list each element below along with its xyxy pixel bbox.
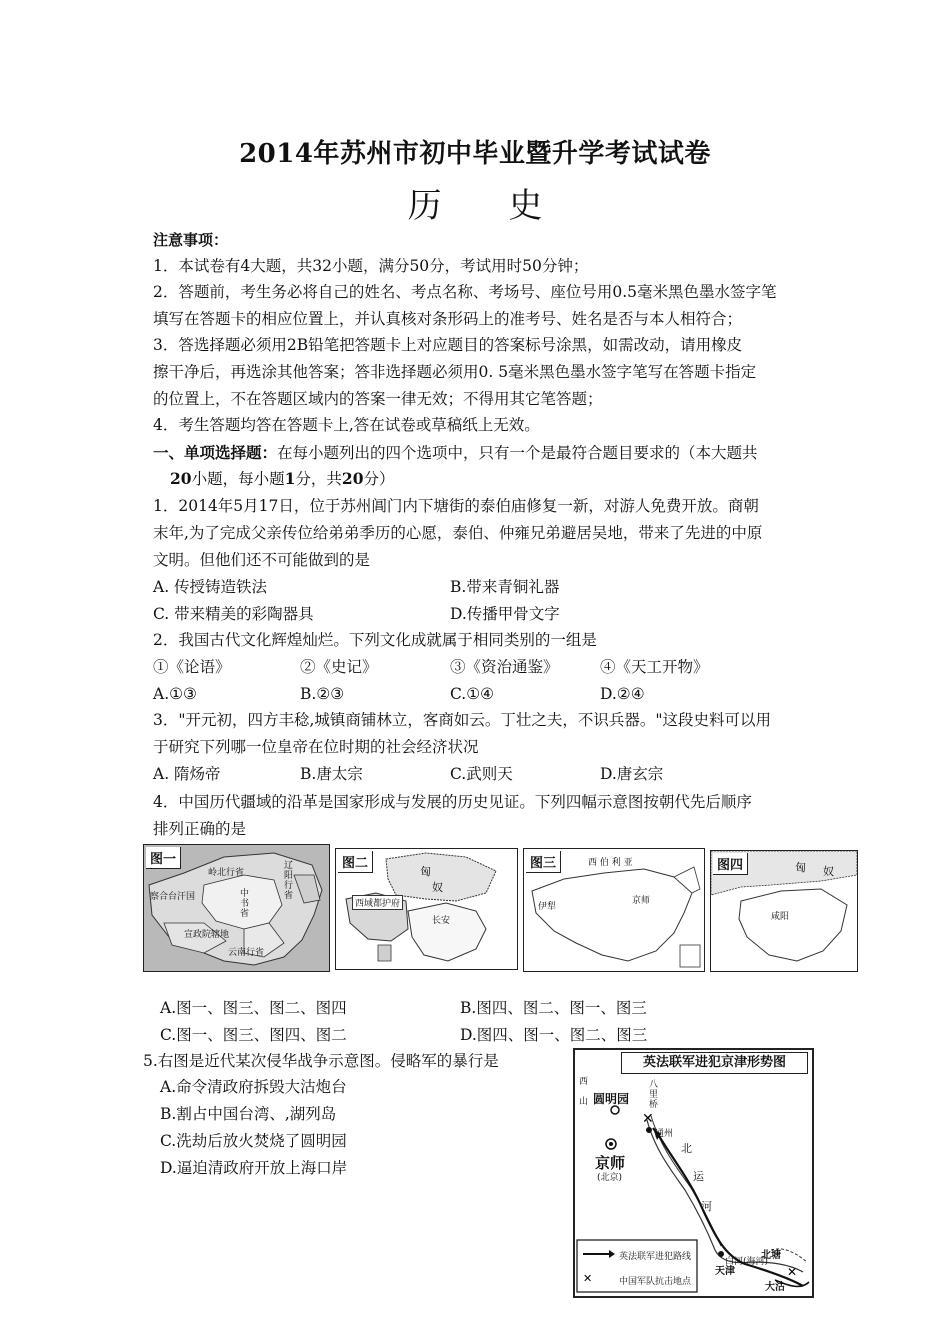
map-place-label: 辽阳行省 xyxy=(284,861,294,901)
section1-intro-2 xyxy=(170,469,395,489)
q4-option-b: B.图四、图二、图一、图三 xyxy=(460,999,647,1017)
q4-option-d: D.图四、图一、图二、图三 xyxy=(460,1026,648,1044)
war-map-place: 西 xyxy=(579,1077,589,1087)
svg-text:✕: ✕ xyxy=(787,1265,798,1279)
q5-option-a: A.命令清政府拆毁大沽炮台 xyxy=(160,1078,347,1096)
map-fig1 xyxy=(143,844,330,972)
war-map-place-baliqiao: 八里桥 xyxy=(649,1080,659,1110)
war-map-legend-battle: 中国军队抗击地点 xyxy=(619,1277,692,1287)
map-fig3 xyxy=(523,848,705,972)
exam-subject: 历 史 xyxy=(407,186,571,226)
war-map-place-tianjin: 天津 xyxy=(715,1266,735,1277)
point-per-question: 1 xyxy=(284,469,296,488)
section1-intro-text: 在每小题列出的四个选项中，只有一个是最符合题目要求的（本大题共 xyxy=(277,444,758,462)
map-fig2-label: 图二 xyxy=(338,851,373,873)
q1-option-d: D.传播甲骨文字 xyxy=(450,605,560,623)
q3-option-d: D.唐玄宗 xyxy=(600,765,664,783)
map-place-label: 伊犁 xyxy=(538,902,557,912)
map-place-label: 京师 xyxy=(632,896,651,906)
map-fig2 xyxy=(335,848,518,970)
q4-stem: 排列正确的是 xyxy=(153,820,247,838)
map-place-label: 岭北行省 xyxy=(208,868,245,878)
notes-line: 1．本试卷有4大题，共32小题，满分50分，考试用时50分钟； xyxy=(153,257,589,275)
notes-line: 3．答选择题必须用2B铅笔把答题卡上对应题目的答案标号涂黑，如需改动，请用橡皮 xyxy=(153,336,743,354)
war-map-legend-route: 英法联军进犯路线 xyxy=(619,1252,692,1262)
map-place-label: 察合台汗国 xyxy=(150,892,196,902)
q4-stem: 4．中国历代疆域的沿革是国家形成与发展的历史见证。下列四幅示意图按朝代先后顺序 xyxy=(153,793,752,811)
q4-option-c: C.图一、图三、图四、图二 xyxy=(160,1026,347,1044)
map-place-label: 匈 xyxy=(420,865,431,878)
map-fig4-label: 图四 xyxy=(713,853,748,875)
war-map-place: 北 xyxy=(681,1142,692,1155)
q1-stem: 末年,为了完成父亲传位给弟弟季历的心愿，泰伯、仲雍兄弟避居吴地，带来了先进的中原 xyxy=(153,524,763,542)
exam-title: 2014年苏州市初中毕业暨升学考试试卷 xyxy=(239,139,711,169)
q1-option-c: C. 带来精美的彩陶器具 xyxy=(153,605,314,623)
q5-option-b: B.割占中国台湾、,湖列岛 xyxy=(160,1105,337,1123)
notes-heading: 注意事项： xyxy=(153,231,229,249)
map-place-label: 云南行省 xyxy=(228,948,265,958)
war-map-place-beitang: 北塘 xyxy=(761,1250,781,1261)
q2-option-b: B.②③ xyxy=(300,685,345,703)
map-place-label: 中书省 xyxy=(240,889,250,919)
q3-stem: 于研究下列哪一位皇帝在位时期的社会经济状况 xyxy=(153,738,479,756)
war-map-place-beijing: (北京) xyxy=(597,1173,623,1183)
q2-option-c: C.①④ xyxy=(450,685,495,703)
total-points: 20 xyxy=(341,469,364,488)
war-map-place-yuanmingyuan: 圆明园 xyxy=(593,1092,630,1106)
intro-text: 分） xyxy=(363,470,395,488)
map-fig4 xyxy=(710,850,858,972)
q2-item: ②《史记》 xyxy=(300,658,378,676)
notes-line: 擦干净后，再选涂其他答案；答非选择题必须用0. 5毫米黑色墨水签字笔写在答题卡指定 xyxy=(153,363,757,381)
svg-text:✕: ✕ xyxy=(583,1272,593,1285)
intro-text: 分，共 xyxy=(295,470,342,488)
q1-stem: 文明。但他们还不可能做到的是 xyxy=(153,551,371,569)
map-place-label: 西域都护府 xyxy=(352,895,403,910)
war-map-place-dagu: 大沽 xyxy=(765,1282,785,1293)
war-map-place: 河 xyxy=(701,1200,712,1213)
svg-text:✕: ✕ xyxy=(642,1111,654,1127)
q2-stem: 2．我国古代文化辉煌灿烂。下列文化成就属于相同类别的一组是 xyxy=(153,631,597,649)
map-place-label: 奴 xyxy=(432,881,443,894)
q5-option-d: D.逼迫清政府开放上海口岸 xyxy=(160,1159,348,1177)
q2-item: ③《资治通鉴》 xyxy=(450,658,559,676)
q1-option-a: A. 传授铸造铁法 xyxy=(153,578,268,596)
q5-war-map xyxy=(573,1048,814,1298)
q1-stem: 1．2014年5月17日，位于苏州阊门内下塘街的泰伯庙修复一新，对游人免费开放。商朝 xyxy=(153,497,759,515)
q3-option-b: B.唐太宗 xyxy=(300,765,363,783)
war-map-place: 运 xyxy=(693,1170,704,1183)
q5-stem: 5.右图是近代某次侵华战争示意图。侵略军的暴行是 xyxy=(143,1052,499,1070)
q3-stem: 3．"开元初，四方丰稔,城镇商铺林立，客商如云。丁壮之夫，不识兵器。"这段史料可以用 xyxy=(153,711,772,729)
map-place-label: 长安 xyxy=(432,916,451,926)
section1-intro xyxy=(153,443,758,463)
q4-option-a: A.图一、图三、图二、图四 xyxy=(160,999,347,1017)
map-place-label: 宣政院辖地 xyxy=(184,930,230,940)
q1-option-b: B.带来青铜礼器 xyxy=(450,578,560,596)
map-fig1-label: 图一 xyxy=(146,847,181,869)
map-place-label: 咸阳 xyxy=(771,912,790,922)
intro-text: 小题，每小题 xyxy=(191,470,285,488)
notes-line: 4．考生答题均答在答题卡上,答在试卷或草稿纸上无效。 xyxy=(153,416,540,434)
map-place-label: 西 伯 利 亚 xyxy=(588,858,633,868)
map-place-label: 匈 xyxy=(795,861,806,874)
map-fig3-label: 图三 xyxy=(526,851,561,873)
q2-item: ④《天工开物》 xyxy=(600,658,709,676)
question-count: 20 xyxy=(170,469,192,488)
q2-option-a: A.①③ xyxy=(153,685,197,703)
war-map-place: 山 xyxy=(579,1097,589,1107)
map-place-label: 奴 xyxy=(823,865,834,878)
notes-line: 填写在答题卡的相应位置上，并认真核对条形码上的准考号、姓名是否与本人相符合； xyxy=(153,310,743,328)
q2-item: ①《论语》 xyxy=(153,658,231,676)
section1-heading: 一、单项选择题： xyxy=(153,443,278,462)
q5-option-c: C.洗劫后放火焚烧了圆明园 xyxy=(160,1132,347,1150)
notes-line: 的位置上，不在答题区域内的答案一律无效；不得用其它笔答题； xyxy=(153,390,603,408)
war-map-place-tongzhou: 通州 xyxy=(655,1129,674,1139)
war-map-place-jingshi: 京师 xyxy=(595,1154,626,1172)
war-map-title: 英法联军进犯京津形势图 xyxy=(621,1052,808,1074)
q2-option-d: D.②④ xyxy=(600,685,645,703)
notes-line: 2．答题前，考生务必将自己的姓名、考点名称、考场号、座位号用0.5毫米黑色墨水签字笔 xyxy=(153,283,777,301)
war-map-place-baihe: 白河(海河) xyxy=(725,1257,769,1267)
q3-option-c: C.武则天 xyxy=(450,765,513,783)
q3-option-a: A. 隋炀帝 xyxy=(153,765,221,783)
